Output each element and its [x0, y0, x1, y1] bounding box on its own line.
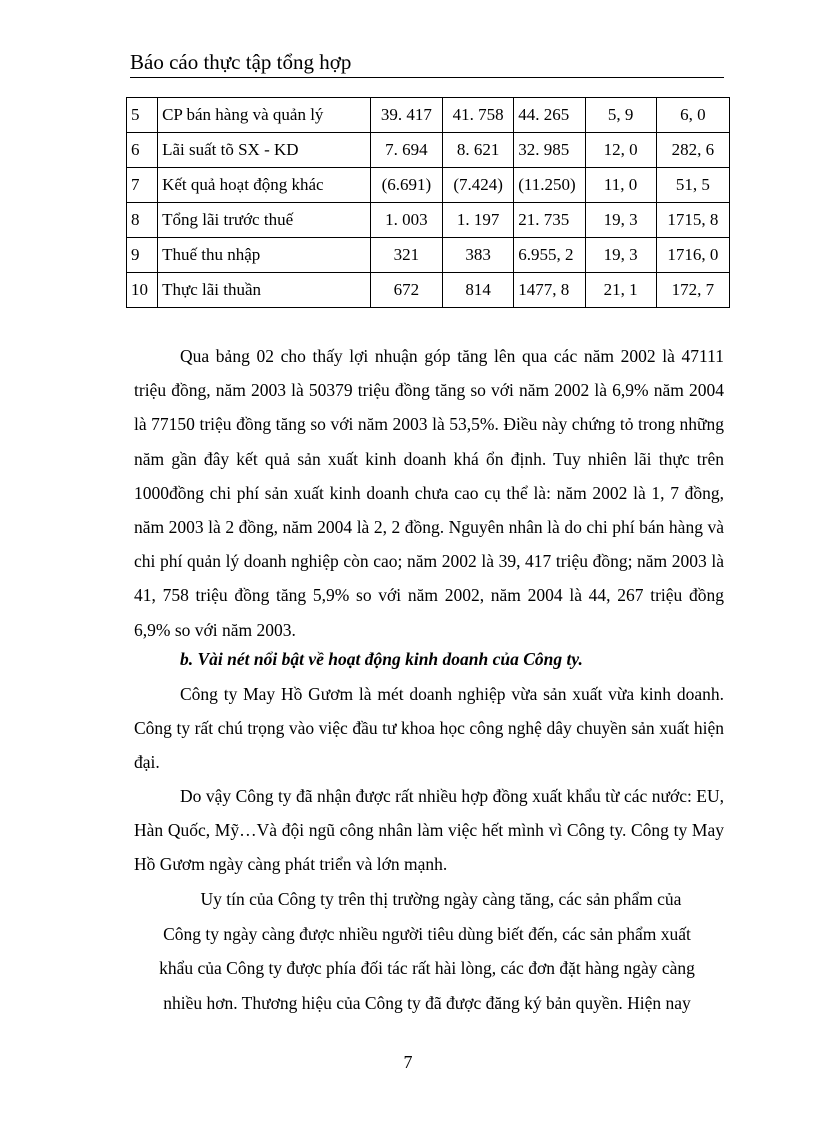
page-header: Báo cáo thực tập tổng hợp — [130, 50, 724, 78]
section-heading: b. Vài nét nổi bật về hoạt động kinh doanh của Công ty. — [180, 649, 583, 669]
table-cell-row-index: 5 — [127, 98, 158, 133]
table-row — [127, 168, 730, 203]
table-cell-value-2004: 1477, 8 — [514, 273, 585, 308]
reputation-line: khẩu của Công ty được phía đối tác rất hài lòng, các đơn đặt hàng ngày càng — [159, 958, 695, 979]
table-row — [127, 203, 730, 238]
table-cell-value-2003: (7.424) — [443, 168, 514, 203]
table-cell-row-index: 10 — [127, 273, 158, 308]
table-cell-ratio-2003: 19, 3 — [585, 238, 656, 273]
table-cell-value-2003: 383 — [443, 238, 514, 273]
paragraph-profit-analysis: Qua bảng 02 cho thấy lợi nhuận góp tăng lên qua các năm 2002 là 47111 triệu đồng, năm 2003 là 50379 triệu đồng tăng so với năm 2002 là 6,9% năm 2004 là 77150 triệu đồng tăng so với năm 2003 là 53,5%. Điều này chứng tỏ trong những năm gần đây kết quả sản xuất kinh doanh khá ổn định. Tuy nhiên lãi thực trên 1000đồng chi phí sản xuất kinh doanh chưa cao cụ thể là: năm 2002 là 1, 7 đồng, năm 2003 là 2 đồng, năm 2004 là 2, 2 đồng. Nguyên nhân là do chi phí bán hàng và chi phí quản lý doanh nghiệp còn cao; năm 2002 là 39, 417 triệu đồng; năm 2003 là 41, 758 triệu đồng tăng 5,9% so với năm 2002, năm 2004 là 44, 267 triệu đồng 6,9% so với năm 2003. — [134, 346, 724, 640]
table-row — [127, 273, 730, 308]
table-cell-value-2003: 8. 621 — [443, 133, 514, 168]
table-cell-row-label: Thực lãi thuần — [158, 273, 371, 308]
table-cell-value-2002: 1. 003 — [370, 203, 442, 238]
paragraph-company-intro: Công ty May Hồ Gươm là mét doanh nghiệp vừa sản xuất vừa kinh doanh. Công ty rất chú trọng vào việc đầu tư khoa học công nghệ dây chuyền sản xuất hiện đại. — [134, 684, 724, 773]
table-cell-value-2004: 6.955, 2 — [514, 238, 585, 273]
table-cell-ratio-2004: 282, 6 — [656, 133, 729, 168]
table-cell-value-2003: 814 — [443, 273, 514, 308]
table-cell-row-index: 9 — [127, 238, 158, 273]
table-cell-ratio-2003: 5, 9 — [585, 98, 656, 133]
reputation-line: Công ty ngày càng được nhiều người tiêu dùng biết đến, các sản phẩm xuất — [163, 923, 691, 944]
reputation-line: nhiều hơn. Thương hiệu của Công ty đã được đăng ký bản quyền. Hiện nay — [163, 992, 691, 1013]
table-cell-row-index: 6 — [127, 133, 158, 168]
table-cell-ratio-2004: 1715, 8 — [656, 203, 729, 238]
table-cell-ratio-2004: 51, 5 — [656, 168, 729, 203]
table-cell-value-2004: (11.250) — [514, 168, 585, 203]
profit-table — [126, 97, 730, 308]
table-cell-value-2002: 672 — [370, 273, 442, 308]
page-number: 7 — [403, 1052, 413, 1072]
table-cell-row-index: 8 — [127, 203, 158, 238]
table-row — [127, 133, 730, 168]
table-cell-ratio-2003: 11, 0 — [585, 168, 656, 203]
table-cell-ratio-2003: 12, 0 — [585, 133, 656, 168]
table-cell-ratio-2004: 1716, 0 — [656, 238, 729, 273]
table-cell-ratio-2004: 6, 0 — [656, 98, 729, 133]
table-cell-row-label: Lãi suất tõ SX - KD — [158, 133, 371, 168]
paragraph-reputation — [130, 882, 724, 1020]
table-cell-ratio-2003: 21, 1 — [585, 273, 656, 308]
table-row — [127, 98, 730, 133]
table-cell-row-index: 7 — [127, 168, 158, 203]
table-row — [127, 238, 730, 273]
table-cell-value-2002: 39. 417 — [370, 98, 442, 133]
table-cell-ratio-2003: 19, 3 — [585, 203, 656, 238]
table-cell-row-label: Thuế thu nhập — [158, 238, 371, 273]
table-cell-row-label: Kết quả hoạt động khác — [158, 168, 371, 203]
profit-table-body — [127, 98, 730, 308]
reputation-line: Uy tín của Công ty trên thị trường ngày càng tăng, các sản phẩm của — [200, 889, 682, 909]
table-cell-row-label: Tổng lãi trước thuế — [158, 203, 371, 238]
table-cell-value-2003: 41. 758 — [443, 98, 514, 133]
table-cell-value-2004: 21. 735 — [514, 203, 585, 238]
table-cell-value-2002: 7. 694 — [370, 133, 442, 168]
table-cell-ratio-2004: 172, 7 — [656, 273, 729, 308]
table-cell-value-2004: 32. 985 — [514, 133, 585, 168]
table-cell-row-label: CP bán hàng và quản lý — [158, 98, 371, 133]
table-cell-value-2002: 321 — [370, 238, 442, 273]
table-cell-value-2002: (6.691) — [370, 168, 442, 203]
paragraph-export-contracts: Do vậy Công ty đã nhận được rất nhiều hợp đồng xuất khẩu từ các nước: EU, Hàn Quốc, Mỹ…Và đội ngũ công nhân làm việc hết mình vì Công ty. Công ty May Hồ Gươm ngày càng phát triển và lớn mạnh. — [134, 786, 724, 875]
table-cell-value-2003: 1. 197 — [443, 203, 514, 238]
table-cell-value-2004: 44. 265 — [514, 98, 585, 133]
